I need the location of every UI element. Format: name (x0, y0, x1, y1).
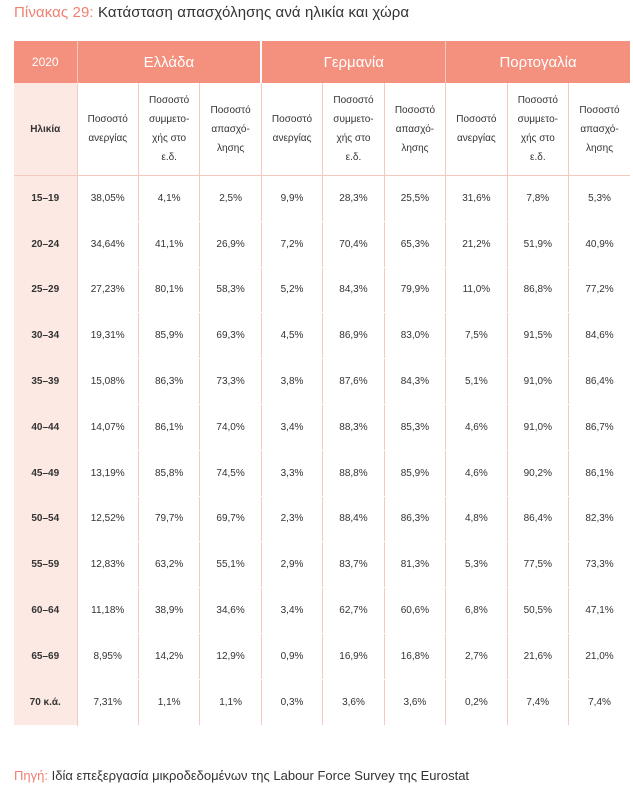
country-header-germany: Γερμανία (261, 41, 445, 83)
table-caption: Κατάσταση απασχόλησης ανά ηλικία και χώρα (97, 4, 410, 21)
value-cell-portugal-participation-rate: 90,2% (507, 450, 568, 496)
subheader-line: Ποσοστό (271, 114, 313, 125)
source-note (14, 768, 469, 783)
value-cell-portugal-unemployment-rate: 5,3% (446, 542, 507, 588)
subheader-line: Ποσοστό (456, 114, 497, 125)
subheader-portugal-unemployment-rate (446, 83, 507, 176)
value-cell-greece-employment-rate: 74,5% (200, 450, 261, 496)
value-cell-greece-employment-rate: 26,9% (200, 221, 261, 267)
table-row (14, 588, 630, 634)
subheader-line: Ποσοστό (210, 104, 251, 116)
subheader-line: απασχό- (580, 123, 619, 135)
value-cell-greece-participation-rate: 41,1% (138, 221, 199, 267)
subheader-greece-employment-rate (200, 83, 261, 176)
value-cell-portugal-unemployment-rate: 5,1% (446, 359, 507, 405)
value-cell-portugal-participation-rate: 50,5% (507, 588, 568, 634)
subheader-greece-unemployment-rate (77, 83, 138, 176)
value-cell-portugal-unemployment-rate: 4,6% (446, 404, 507, 450)
value-cell-germany-unemployment-rate: 3,4% (261, 588, 322, 634)
value-cell-germany-employment-rate: 25,5% (384, 176, 445, 222)
value-cell-greece-unemployment-rate: 12,83% (77, 542, 138, 588)
age-group-cell: 55–59 (14, 542, 77, 588)
value-cell-greece-employment-rate: 2,5% (200, 176, 261, 222)
table-row (14, 267, 630, 313)
value-cell-germany-participation-rate: 86,9% (323, 313, 384, 359)
subheader-line: ανεργίας (272, 133, 312, 144)
value-cell-greece-unemployment-rate: 13,19% (77, 450, 138, 496)
value-cell-greece-unemployment-rate: 27,23% (77, 267, 138, 313)
value-cell-greece-participation-rate: 86,1% (138, 404, 199, 450)
value-cell-germany-unemployment-rate: 5,2% (261, 267, 322, 313)
value-cell-greece-unemployment-rate: 38,05% (77, 176, 138, 222)
value-cell-greece-unemployment-rate: 14,07% (77, 404, 138, 450)
subheader-line: Ποσοστό (394, 104, 436, 116)
year-header: 2020 (14, 41, 77, 83)
table-row (14, 679, 630, 725)
value-cell-portugal-participation-rate: 86,4% (507, 496, 568, 542)
value-cell-portugal-unemployment-rate: 2,7% (446, 633, 507, 679)
value-cell-greece-employment-rate: 34,6% (200, 588, 261, 634)
value-cell-germany-unemployment-rate: 0,9% (261, 633, 322, 679)
subheader-line: συμμετο- (333, 114, 374, 125)
table-row (14, 313, 630, 359)
value-cell-germany-participation-rate: 87,6% (323, 359, 384, 405)
value-cell-germany-participation-rate: 16,9% (323, 633, 384, 679)
subheader-line: ε.δ. (345, 152, 362, 163)
value-cell-greece-participation-rate: 80,1% (138, 267, 199, 313)
age-group-cell: 35–39 (14, 359, 77, 405)
value-cell-greece-unemployment-rate: 7,31% (77, 679, 138, 725)
table-row (14, 404, 630, 450)
value-cell-portugal-participation-rate: 91,0% (507, 359, 568, 405)
value-cell-germany-unemployment-rate: 0,3% (261, 679, 322, 725)
value-cell-portugal-unemployment-rate: 11,0% (446, 267, 507, 313)
age-group-cell: 65–69 (14, 633, 77, 679)
value-cell-germany-participation-rate: 88,3% (323, 404, 384, 450)
value-cell-greece-participation-rate: 79,7% (138, 496, 199, 542)
table-title (14, 4, 409, 21)
value-cell-portugal-employment-rate: 7,4% (569, 679, 630, 725)
value-cell-germany-employment-rate: 60,6% (384, 588, 445, 634)
value-cell-portugal-unemployment-rate: 6,8% (446, 588, 507, 634)
source-label: Πηγή: (14, 768, 48, 783)
value-cell-germany-participation-rate: 28,3% (323, 176, 384, 222)
value-cell-germany-participation-rate: 88,8% (323, 450, 384, 496)
value-cell-germany-employment-rate: 86,3% (384, 496, 445, 542)
value-cell-greece-employment-rate: 69,7% (200, 496, 261, 542)
subheader-line: απασχό- (395, 123, 435, 135)
value-cell-portugal-employment-rate: 86,4% (569, 359, 630, 405)
age-column-header: Ηλικία (14, 83, 77, 176)
table-row (14, 221, 630, 267)
age-group-cell: 70 κ.ά. (14, 679, 77, 725)
value-cell-portugal-unemployment-rate: 4,8% (446, 496, 507, 542)
table-row (14, 359, 630, 405)
value-cell-portugal-unemployment-rate: 0,2% (446, 679, 507, 725)
subheader-line: ανεργίας (88, 133, 128, 144)
subheader-line: συμμετο- (148, 114, 190, 125)
age-group-cell: 45–49 (14, 450, 77, 496)
value-cell-germany-unemployment-rate: 7,2% (261, 221, 322, 267)
value-cell-portugal-unemployment-rate: 21,2% (446, 221, 507, 267)
value-cell-germany-unemployment-rate: 9,9% (261, 176, 322, 222)
value-cell-greece-participation-rate: 85,9% (138, 313, 199, 359)
value-cell-greece-participation-rate: 85,8% (138, 450, 199, 496)
value-cell-germany-employment-rate: 83,0% (384, 313, 445, 359)
value-cell-germany-participation-rate: 70,4% (323, 221, 384, 267)
table-row (14, 542, 630, 588)
age-group-cell: 50–54 (14, 496, 77, 542)
value-cell-germany-unemployment-rate: 3,3% (261, 450, 322, 496)
value-cell-portugal-employment-rate: 82,3% (569, 496, 630, 542)
value-cell-greece-participation-rate: 1,1% (138, 679, 199, 725)
value-cell-greece-employment-rate: 12,9% (200, 633, 261, 679)
value-cell-germany-participation-rate: 84,3% (323, 267, 384, 313)
value-cell-germany-employment-rate: 3,6% (384, 679, 445, 725)
value-cell-greece-unemployment-rate: 15,08% (77, 359, 138, 405)
subheader-line: Ποσοστό (87, 114, 128, 125)
value-cell-germany-unemployment-rate: 2,9% (261, 542, 322, 588)
subheader-line: Ποσοστό (333, 95, 374, 106)
subheader-line: συμμετο- (517, 114, 558, 125)
subheader-line: ε.δ. (161, 152, 177, 163)
subheader-line: λησης (217, 142, 245, 154)
value-cell-portugal-unemployment-rate: 4,6% (446, 450, 507, 496)
value-cell-greece-employment-rate: 55,1% (200, 542, 261, 588)
table-row (14, 496, 630, 542)
value-cell-portugal-employment-rate: 86,1% (569, 450, 630, 496)
value-cell-greece-employment-rate: 58,3% (200, 267, 261, 313)
value-cell-greece-employment-rate: 69,3% (200, 313, 261, 359)
value-cell-greece-participation-rate: 63,2% (138, 542, 199, 588)
employment-table (14, 41, 630, 726)
subheader-portugal-participation-rate (507, 83, 568, 176)
subheader-germany-employment-rate (384, 83, 445, 176)
value-cell-greece-unemployment-rate: 34,64% (77, 221, 138, 267)
subheader-line: λησης (401, 142, 429, 154)
age-group-cell: 25–29 (14, 267, 77, 313)
value-cell-germany-employment-rate: 85,3% (384, 404, 445, 450)
value-cell-portugal-unemployment-rate: 31,6% (446, 176, 507, 222)
value-cell-portugal-participation-rate: 91,0% (507, 404, 568, 450)
value-cell-greece-unemployment-rate: 19,31% (77, 313, 138, 359)
age-group-cell: 40–44 (14, 404, 77, 450)
country-header-greece: Ελλάδα (77, 41, 261, 83)
value-cell-greece-employment-rate: 1,1% (200, 679, 261, 725)
subheader-portugal-employment-rate (569, 83, 630, 176)
value-cell-portugal-employment-rate: 77,2% (569, 267, 630, 313)
value-cell-germany-employment-rate: 79,9% (384, 267, 445, 313)
value-cell-greece-unemployment-rate: 12,52% (77, 496, 138, 542)
table-row (14, 450, 630, 496)
value-cell-portugal-participation-rate: 91,5% (507, 313, 568, 359)
value-cell-greece-unemployment-rate: 8,95% (77, 633, 138, 679)
value-cell-portugal-employment-rate: 21,0% (569, 633, 630, 679)
value-cell-portugal-participation-rate: 77,5% (507, 542, 568, 588)
value-cell-germany-unemployment-rate: 4,5% (261, 313, 322, 359)
value-cell-greece-participation-rate: 4,1% (138, 176, 199, 222)
value-cell-greece-unemployment-rate: 11,18% (77, 588, 138, 634)
subheader-line: λησης (585, 142, 614, 154)
value-cell-germany-unemployment-rate: 3,4% (261, 404, 322, 450)
value-cell-portugal-participation-rate: 21,6% (507, 633, 568, 679)
subheader-line: ε.δ. (530, 152, 546, 163)
table-number: Πίνακας 29: (14, 4, 94, 21)
value-cell-germany-employment-rate: 84,3% (384, 359, 445, 405)
value-cell-germany-participation-rate: 3,6% (323, 679, 384, 725)
subheader-line: χής στο (336, 133, 371, 144)
subheader-line: απασχό- (211, 123, 250, 135)
value-cell-portugal-employment-rate: 40,9% (569, 221, 630, 267)
value-cell-germany-employment-rate: 65,3% (384, 221, 445, 267)
country-header-portugal: Πορτογαλία (446, 41, 630, 83)
age-group-cell: 60–64 (14, 588, 77, 634)
subheader-line: χής στο (152, 133, 187, 144)
subheader-germany-unemployment-rate (261, 83, 322, 176)
value-cell-greece-employment-rate: 74,0% (200, 404, 261, 450)
source-text: Ιδία επεξεργασία μικροδεδομένων της Labour Force Survey της Eurostat (51, 768, 470, 783)
value-cell-germany-unemployment-rate: 2,3% (261, 496, 322, 542)
value-cell-portugal-unemployment-rate: 7,5% (446, 313, 507, 359)
value-cell-germany-participation-rate: 83,7% (323, 542, 384, 588)
subheader-line: ανεργίας (457, 133, 496, 144)
subheader-line: χής στο (520, 133, 555, 144)
age-group-cell: 15–19 (14, 176, 77, 222)
value-cell-portugal-participation-rate: 7,8% (507, 176, 568, 222)
subheader-line: Ποσοστό (149, 95, 190, 106)
value-cell-germany-employment-rate: 81,3% (384, 542, 445, 588)
age-group-cell: 30–34 (14, 313, 77, 359)
value-cell-germany-employment-rate: 16,8% (384, 633, 445, 679)
subheader-line: Ποσοστό (579, 104, 620, 116)
table-row (14, 633, 630, 679)
value-cell-portugal-employment-rate: 86,7% (569, 404, 630, 450)
value-cell-portugal-employment-rate: 84,6% (569, 313, 630, 359)
value-cell-greece-participation-rate: 14,2% (138, 633, 199, 679)
value-cell-portugal-employment-rate: 73,3% (569, 542, 630, 588)
table-row (14, 176, 630, 222)
value-cell-germany-unemployment-rate: 3,8% (261, 359, 322, 405)
age-group-cell: 20–24 (14, 221, 77, 267)
subheader-greece-participation-rate (138, 83, 199, 176)
value-cell-portugal-employment-rate: 47,1% (569, 588, 630, 634)
value-cell-portugal-participation-rate: 7,4% (507, 679, 568, 725)
value-cell-greece-participation-rate: 38,9% (138, 588, 199, 634)
value-cell-greece-participation-rate: 86,3% (138, 359, 199, 405)
subheader-line: Ποσοστό (517, 95, 558, 106)
value-cell-portugal-participation-rate: 86,8% (507, 267, 568, 313)
value-cell-germany-participation-rate: 62,7% (323, 588, 384, 634)
value-cell-portugal-participation-rate: 51,9% (507, 221, 568, 267)
value-cell-greece-employment-rate: 73,3% (200, 359, 261, 405)
value-cell-germany-employment-rate: 85,9% (384, 450, 445, 496)
subheader-germany-participation-rate (323, 83, 384, 176)
value-cell-germany-participation-rate: 88,4% (323, 496, 384, 542)
value-cell-portugal-employment-rate: 5,3% (569, 176, 630, 222)
